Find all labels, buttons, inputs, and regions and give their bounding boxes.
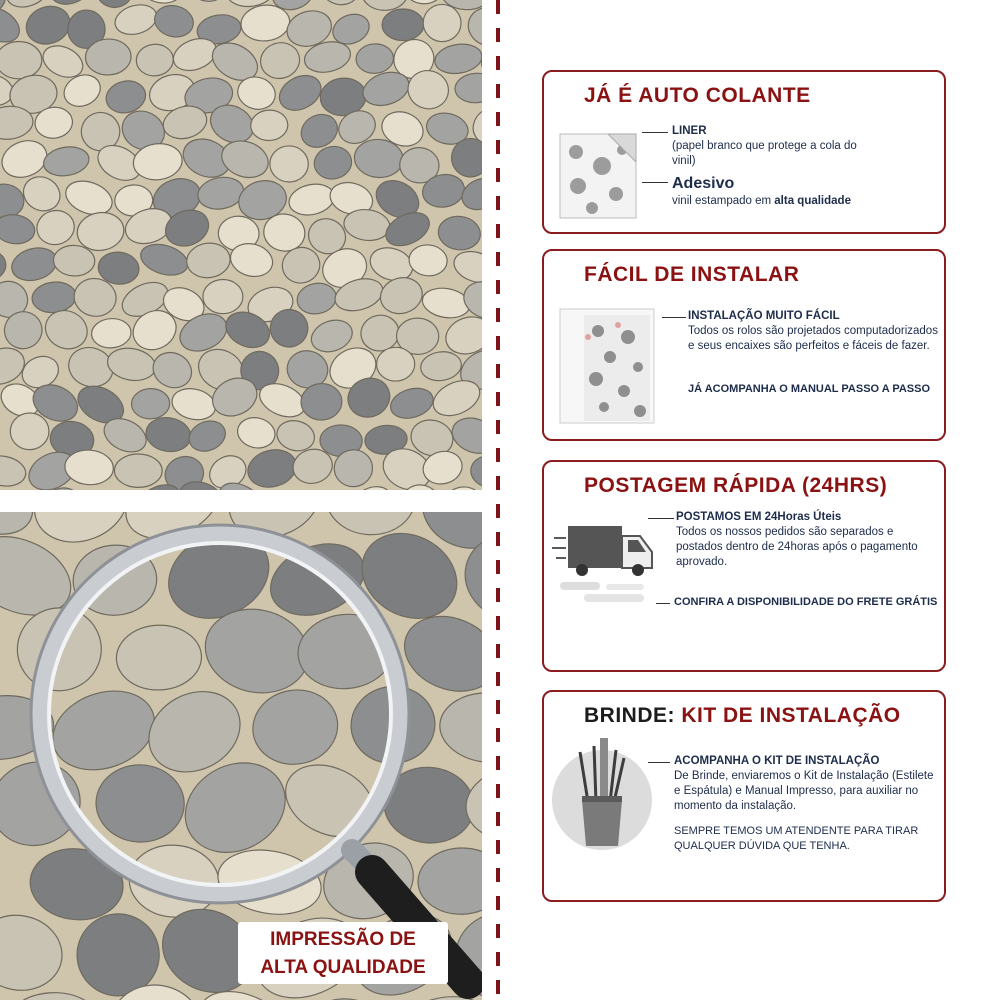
leader-line: [642, 182, 668, 183]
tool-cup-icon: [550, 736, 654, 856]
card-title: FÁCIL DE INSTALAR: [584, 263, 800, 286]
shipping-block: [676, 510, 932, 570]
title-prefix: BRINDE:: [584, 704, 675, 727]
stone-pattern: [0, 0, 482, 490]
leader-line: [662, 317, 686, 318]
stone: [382, 9, 424, 41]
liner-text: (papel branco que protege a cola do vinil): [672, 140, 857, 167]
stone: [203, 279, 243, 313]
wallpaper-swatch-icon: [558, 132, 638, 220]
install-text: Todos os rolos são projetados computadorizados e seus encaixes são perfeitos e fáceis de fazer.: [688, 325, 938, 352]
leader-line: [648, 762, 670, 763]
card-adhesive: [542, 70, 946, 234]
leader-line: [656, 603, 670, 604]
gift-heading: ACOMPANHA O KIT DE INSTALAÇÃO: [674, 755, 880, 767]
liner-heading: LINER: [672, 125, 707, 137]
stone: [269, 145, 308, 182]
stone: [10, 413, 49, 451]
install-note: JÁ ACOMPANHA O MANUAL PASSO A PASSO: [688, 383, 931, 395]
title-main: KIT DE INSTALAÇÃO: [675, 704, 901, 727]
leader-line: [642, 132, 668, 133]
leader-line: [648, 518, 674, 519]
card-gift: [542, 690, 946, 902]
shipping-note: CONFIRA A DISPONIBILIDADE DO FRETE GRÁTIS: [674, 596, 938, 608]
dashed-divider: [496, 0, 500, 1000]
quality-badge: [238, 922, 448, 984]
adhesive-text: [672, 194, 932, 209]
stone: [0, 41, 42, 79]
shipping-text: Todos os nossos pedidos são separados e postados dentro de 24horas após o pagamento aprovado.: [676, 526, 918, 568]
badge-line-2: ALTA QUALIDADE: [260, 957, 426, 978]
stone: [114, 454, 162, 488]
card-install: [542, 249, 946, 441]
gift-note: SEMPRE TEMOS UM ATENDENTE PARA TIRAR QUALQUER DÚVIDA QUE TENHA.: [674, 825, 919, 852]
adhesive-heading: Adesivo: [672, 175, 735, 192]
gift-text: De Brinde, enviaremos o Kit de Instalação (Estilete e Espátula) e Manual Impresso, para auxiliar no momento da instalação.: [674, 770, 934, 812]
install-heading: INSTALAÇÃO MUITO FÁCIL: [688, 310, 840, 322]
install-block: [688, 309, 938, 354]
adhesive-text-prefix: vinil estampado em: [672, 195, 775, 207]
adhesive-text-bold: alta qualidade: [774, 195, 851, 207]
card-title: POSTAGEM RÁPIDA (24HRS): [584, 474, 888, 497]
stone-texture-top: [0, 0, 482, 490]
badge-line-1: IMPRESSÃO DE: [270, 929, 416, 950]
shipping-heading: POSTAMOS EM 24Horas Úteis: [676, 511, 842, 523]
liner-block: [672, 124, 862, 169]
adhesive-block: [672, 174, 932, 209]
stone: [376, 347, 415, 381]
card-shipping: [542, 460, 946, 672]
card-title: JÁ É AUTO COLANTE: [584, 84, 811, 107]
card-title: [584, 704, 901, 728]
delivery-truck-icon: [552, 522, 656, 612]
wallpaper-sheet-icon: [558, 307, 656, 425]
gift-block: [674, 754, 934, 814]
